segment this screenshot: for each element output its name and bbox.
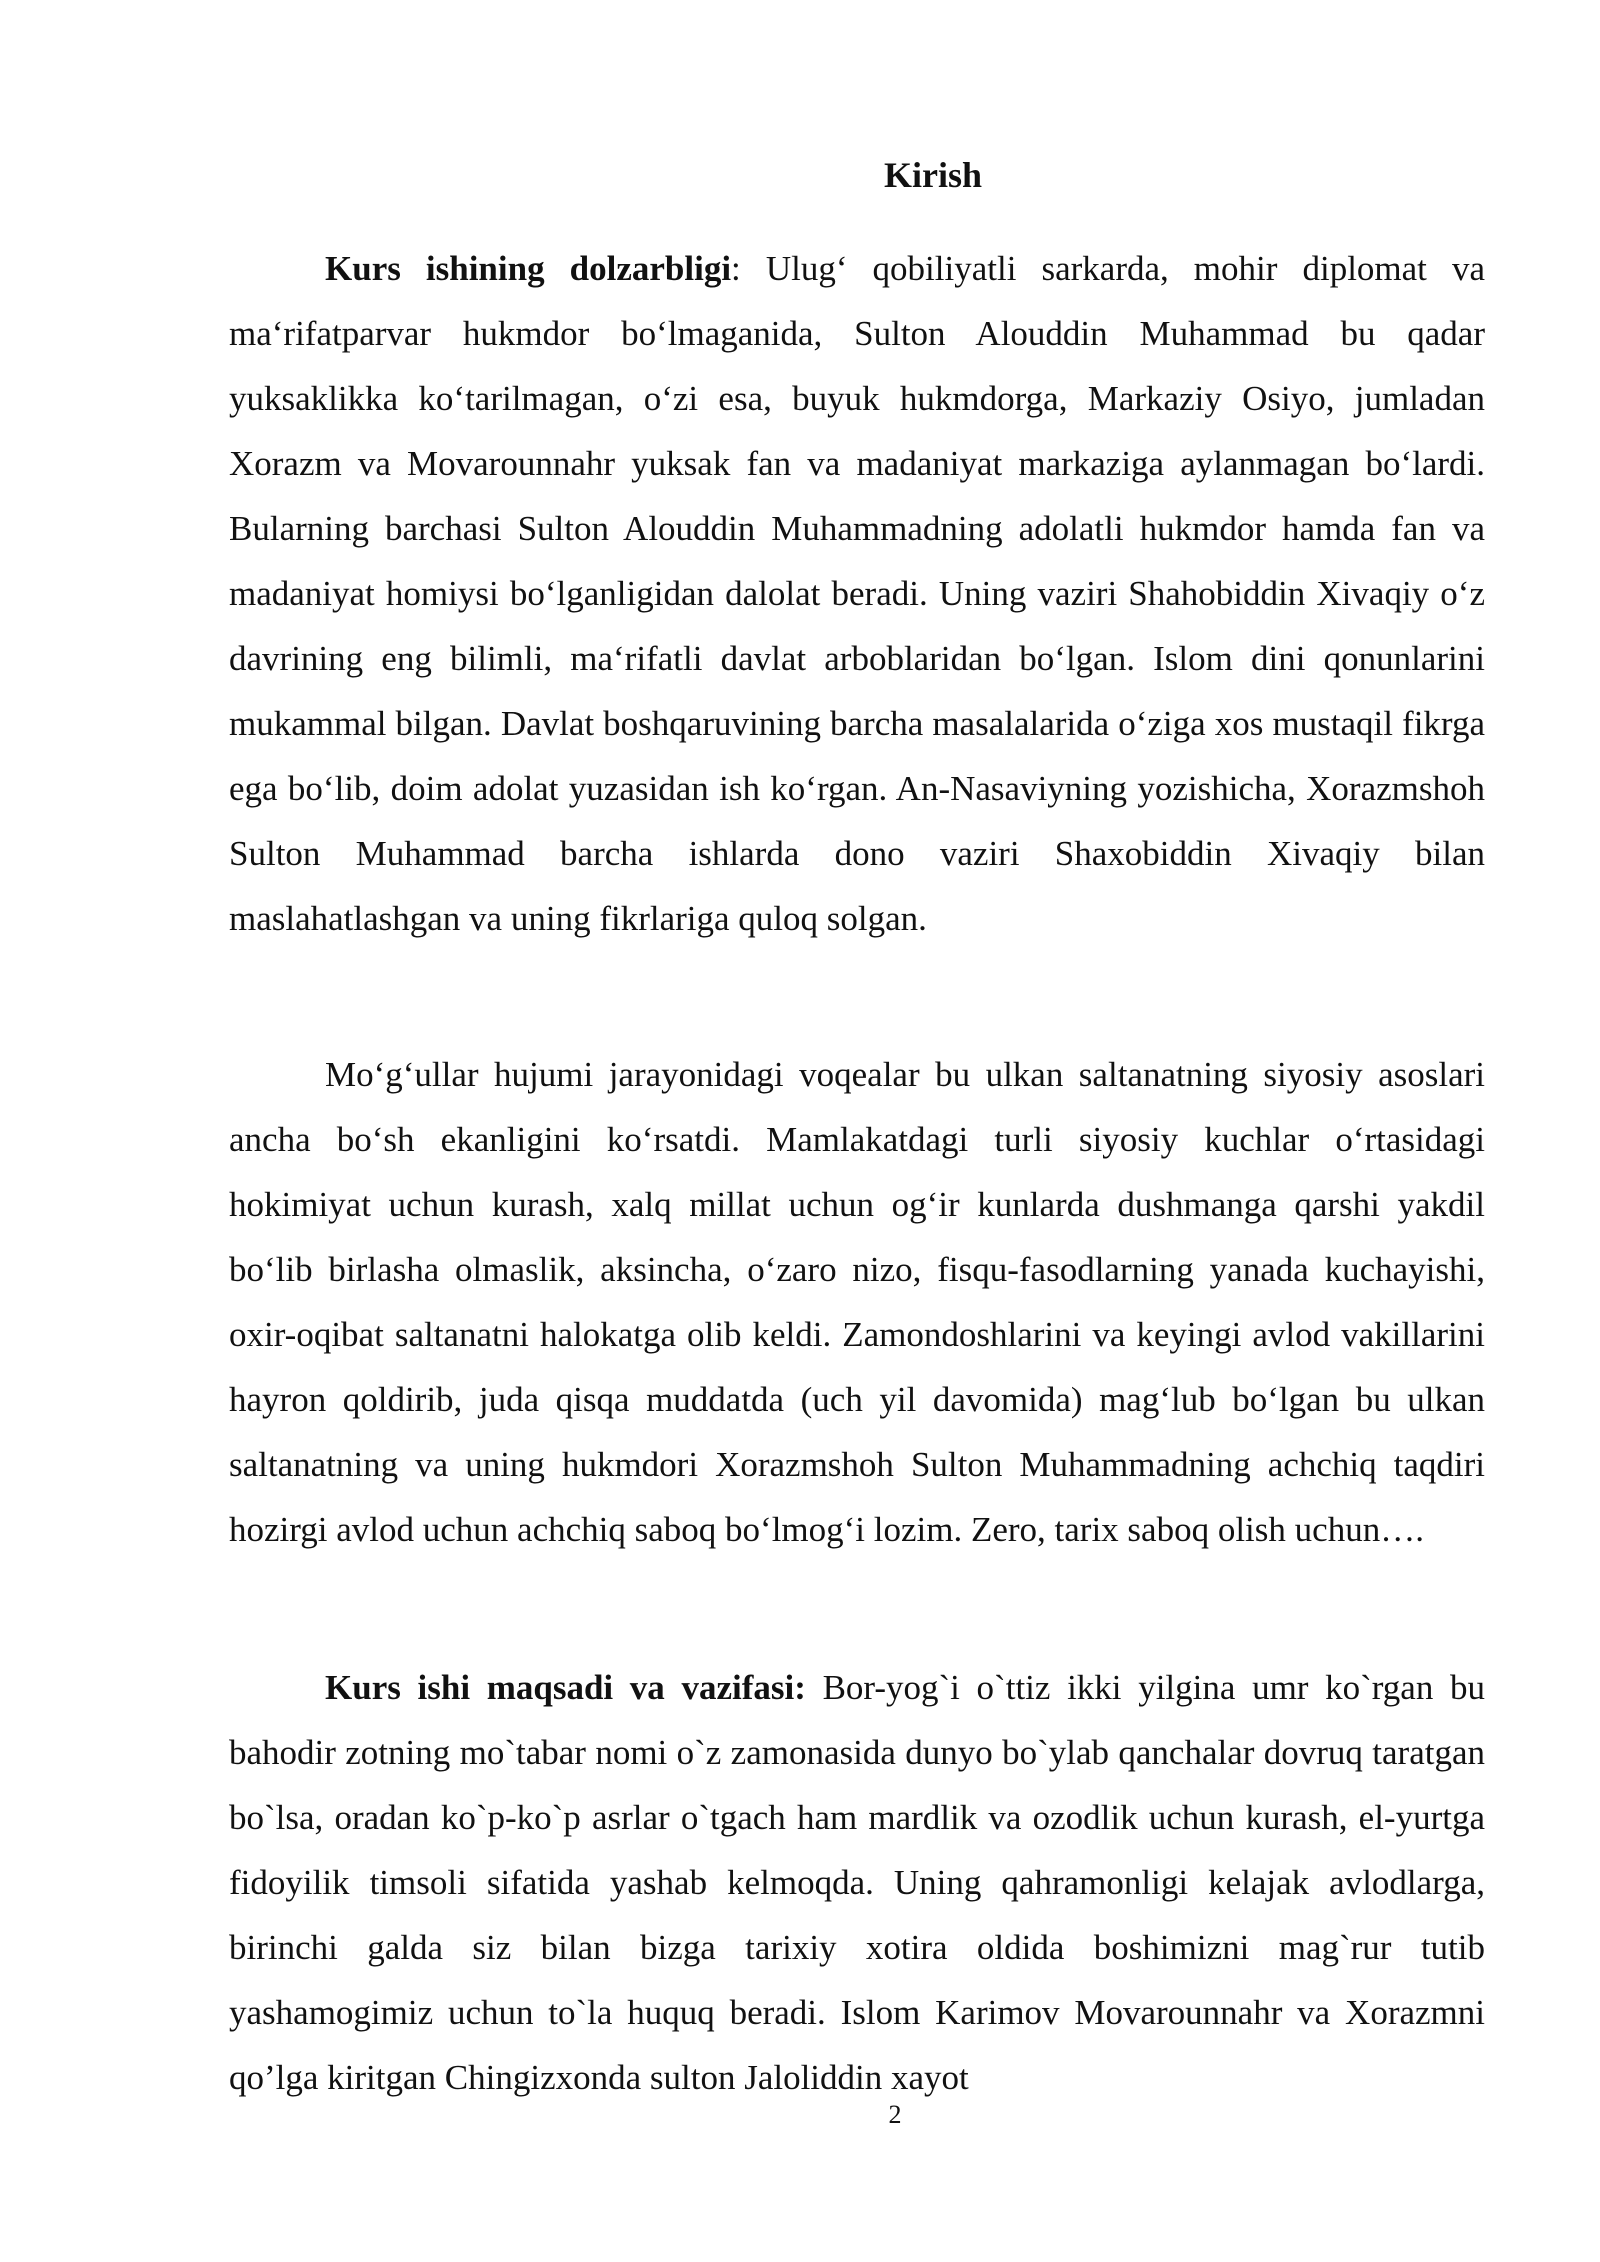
paragraph-goal-and-tasks <box>229 1655 1485 2110</box>
paragraph-text-relevance: Ulug‘ qobiliyatli sarkarda, mohir diplomat va ma‘rifatparvar hukmdor bo‘lmaganida, Sulton Alouddin Muhammad bu qadar yuksaklikka ko‘tarilmagan, o‘zi esa, buyuk hukmdorga, Markaziy Osiyo, jumladan Xorazm va Movarounnahr yuksak fan va madaniyat markaziga aylanmagan bo‘lardi. Bularning barchasi Sulton Alouddin Muhammadning adolatli hukmdor hamda fan va madaniyat homiysi bo‘lganligidan dalolat beradi. Uning vaziri Shahobiddin Xivaqiy o‘z davrining eng bilimli, ma‘rifatli davlat arboblaridan bo‘lgan. Islom dini qonunlarini mukammal bilgan. Davlat boshqaruvining barcha masalalarida o‘ziga xos mustaqil fikrga ega bo‘lib, doim adolat yuzasidan ish ko‘rgan. An-Nasaviyning yozishicha, Xorazmshoh Sulton Muhammad barcha ishlarda dono vaziri Shaxobiddin Xivaqiy bilan maslahatlashgan va uning fikrlariga quloq solgan. <box>229 249 1485 938</box>
paragraph-lead-relevance: Kurs ishining dolzarbligi <box>325 249 732 288</box>
page-title <box>229 150 1485 200</box>
page-number <box>229 2100 1485 2130</box>
paragraph-relevance <box>229 236 1485 951</box>
page-number-text: 2 <box>888 2100 902 2129</box>
paragraph-text-goal: Bor-yog`i o`ttiz ikki yilgina umr ko`rgan bu bahodir zotning mo`tabar nomi o`z zamonasida dunyo bo`ylab qanchalar dovruq taratgan bo`lsa, oradan ko`p-ko`p asrlar o`tgach ham mardlik va ozodlik uchun kurash, el-yurtga fidoyilik timsoli sifatida yashab kelmoqda. Uning qahramonligi kelajak avlodlarga, birinchi galda siz bilan bizga tarixiy xotira oldida boshimizni mag`rur tutib yashamogimiz uchun to`la huquq beradi. Islom Karimov Movarounnahr va Xorazmni qo’lga kiritgan Chingizxonda sulton Jaloliddin xayot <box>229 1668 1485 2097</box>
paragraph-lead-suffix <box>806 1668 823 1707</box>
paragraph-lead-suffix: : <box>731 249 766 288</box>
paragraph-mongol-invasion <box>229 1042 1485 1562</box>
page-title-text: Kirish <box>883 155 982 195</box>
paragraph-lead-goal: Kurs ishi maqsadi va vazifasi: <box>325 1668 806 1707</box>
paragraph-text-mongol-invasion: Mo‘g‘ullar hujumi jarayonidagi voqealar bu ulkan saltanatning siyosiy asoslari ancha bo‘sh ekanligini ko‘rsatdi. Mamlakatdagi turli siyosiy kuchlar o‘rtasidagi hokimiyat uchun kurash, xalq millat uchun og‘ir kunlarda dushmanga qarshi yakdil bo‘lib birlasha olmaslik, aksincha, o‘zaro nizo, fisqu-fasodlarning yanada kuchayishi, oxir-oqibat saltanatni halokatga olib keldi. Zamondoshlarini va keyingi avlod vakillarini hayron qoldirib, juda qisqa muddatda (uch yil davomida) mag‘lub bo‘lgan bu ulkan saltanatning va uning hukmdori Xorazmshoh Sulton Muhammadning achchiq taqdiri hozirgi avlod uchun achchiq saboq bo‘lmog‘i lozim. Zero, tarix saboq olish uchun…. <box>229 1055 1485 1549</box>
